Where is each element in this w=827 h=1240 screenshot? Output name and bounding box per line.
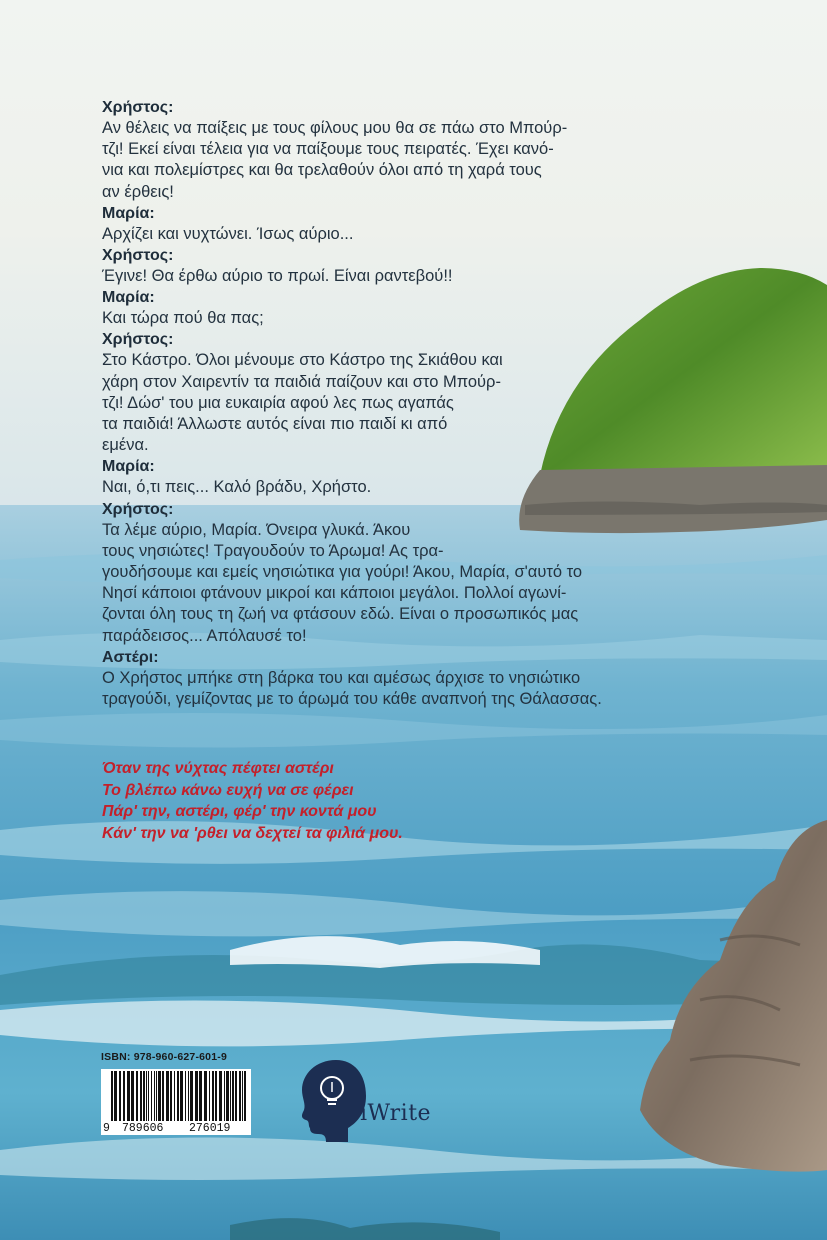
dialogue-line: Νησί κάποιοι φτάνουν μικροί και κάποιοι μεγάλοι. Πολλοί αγωνί- bbox=[102, 584, 567, 603]
dialogue-line: Ναι, ό,τι πεις... Καλό βράδυ, Χρήστο. bbox=[102, 478, 372, 497]
song-line: Κάν' την να 'ρθει να δεχτεί τα φιλιά μου. bbox=[102, 824, 403, 842]
barcode-digits-left: 789606 bbox=[122, 1122, 164, 1135]
dialogue-line: τα παιδιά! Άλλωστε αυτός είναι πιο παιδί κι από bbox=[102, 415, 448, 434]
barcode-bar bbox=[188, 1071, 189, 1121]
barcode bbox=[101, 1069, 251, 1135]
dialogue-line: νια και πολεμίστρες και θα τρελαθούν όλοι από τη χαρά τους bbox=[102, 161, 542, 180]
publisher-name: iWrite bbox=[360, 1101, 432, 1126]
song-line: Το βλέπω κάνω ευχή να σε φέρει bbox=[102, 781, 354, 799]
barcode-bar bbox=[212, 1071, 214, 1121]
barcode-bar bbox=[190, 1071, 193, 1121]
barcode-bar bbox=[209, 1071, 210, 1121]
dialogue-line: εμένα. bbox=[102, 436, 149, 455]
barcode-bar bbox=[143, 1071, 145, 1121]
dialogue-line: Και τώρα πού θα πας; bbox=[102, 309, 264, 328]
barcode-bar bbox=[199, 1071, 202, 1121]
barcode-bar bbox=[131, 1071, 134, 1121]
dialogue-line: Αν θέλεις να παίξεις με τους φίλους μου θα σε πάω στο Μπούρ- bbox=[102, 119, 568, 137]
dialogue-line: γουδήσουμε και εμείς νησιώτικα για γούρι! Άκου, Μαρία, σ'αυτό το bbox=[102, 563, 583, 582]
barcode-bar bbox=[219, 1071, 222, 1121]
barcode-bar bbox=[154, 1071, 155, 1121]
barcode-digits bbox=[101, 1121, 251, 1135]
speaker-name: Αστέρι: bbox=[102, 648, 159, 666]
isbn-block bbox=[101, 1051, 253, 1135]
barcode-bar bbox=[170, 1071, 172, 1121]
barcode-bar bbox=[226, 1071, 229, 1121]
barcode-bar bbox=[146, 1071, 147, 1121]
dialogue-line: αν έρθεις! bbox=[102, 182, 174, 201]
barcode-bar bbox=[204, 1071, 207, 1121]
barcode-bar bbox=[127, 1071, 130, 1121]
barcode-bar bbox=[148, 1071, 149, 1121]
barcode-bar bbox=[232, 1071, 234, 1121]
barcode-bar bbox=[119, 1071, 121, 1121]
dialogue-line: ζονται όλη τους τη ζωή να φτάσουν εδώ. Είναι ο προσωπικός μας bbox=[102, 605, 579, 624]
barcode-bar bbox=[114, 1071, 117, 1121]
barcode-bar bbox=[224, 1071, 225, 1121]
dialogue-line: Αρχίζει και νυχτώνει. Ίσως αύριο... bbox=[102, 224, 354, 243]
barcode-bar bbox=[185, 1071, 186, 1121]
barcode-bar bbox=[123, 1071, 125, 1121]
speaker-name: Μαρία: bbox=[102, 458, 155, 476]
barcode-bar bbox=[235, 1071, 237, 1121]
speaker-name: Μαρία: bbox=[102, 204, 155, 222]
speaker-name: Χρήστος: bbox=[102, 99, 174, 116]
song-line: Όταν της νύχτας πέφτει αστέρι bbox=[102, 760, 334, 777]
song-lyrics bbox=[102, 758, 403, 844]
dialogue-line: Τα λέμε αύριο, Μαρία. Όνειρα γλυκά. Άκου bbox=[102, 520, 411, 539]
barcode-bar bbox=[166, 1071, 169, 1121]
barcode-bar bbox=[230, 1071, 231, 1121]
barcode-bar bbox=[140, 1071, 142, 1121]
barcode-bar bbox=[156, 1071, 157, 1121]
barcode-bar bbox=[239, 1071, 241, 1121]
barcode-bar bbox=[151, 1071, 152, 1121]
speaker-name: Χρήστος: bbox=[102, 247, 174, 265]
dialogue-text bbox=[102, 97, 722, 710]
dialogue-line: τραγούδι, γεμίζοντας με το άρωμά του κάθε αναπνοή της Θάλασσας. bbox=[102, 690, 602, 709]
barcode-bar bbox=[174, 1071, 175, 1121]
barcode-bar bbox=[158, 1071, 161, 1121]
dialogue-line: χάρη στον Χαιρεντίν τα παιδιά παίζουν και στο Μπούρ- bbox=[102, 372, 501, 391]
speaker-name: Μαρία: bbox=[102, 289, 155, 307]
speaker-name: Χρήστος: bbox=[102, 331, 174, 349]
barcode-digit-lead: 9 bbox=[103, 1122, 110, 1135]
dialogue-line: Στο Κάστρο. Όλοι μένουμε στο Κάστρο της Σκιάθου και bbox=[102, 351, 503, 370]
isbn-label: ISBN: 978-960-627-601-9 bbox=[101, 1051, 228, 1063]
dialogue-line: Ο Χρήστος μπήκε στη βάρκα του και αμέσως άρχισε το νησιώτικο bbox=[102, 668, 581, 687]
barcode-digits-right: 276019 bbox=[189, 1122, 231, 1135]
dialogue-line: τζι! Εκεί είναι τέλεια για να παίξουμε τους πειρατές. Έχει κανό- bbox=[102, 140, 554, 159]
dialogue-line: τζι! Δώσ' του μια ευκαιρία αφού λες πως αγαπάς bbox=[102, 393, 454, 412]
dialogue-line: τους νησιώτες! Τραγουδούν το Άρωμα! Ας τρα- bbox=[102, 541, 444, 560]
barcode-bar bbox=[136, 1071, 138, 1121]
speaker-name: Χρήστος: bbox=[102, 500, 174, 518]
dialogue-line: Έγινε! Θα έρθω αύριο το πρωί. Είναι ραντεβού!! bbox=[102, 267, 453, 286]
song-line: Πάρ' την, αστέρι, φέρ' την κοντά μου bbox=[102, 803, 377, 820]
barcode-bar bbox=[162, 1071, 164, 1121]
dialogue-line: παράδεισος... Απόλαυσέ το! bbox=[102, 626, 307, 645]
barcode-bar bbox=[195, 1071, 198, 1121]
barcode-bar bbox=[215, 1071, 217, 1121]
barcode-bar bbox=[180, 1071, 183, 1121]
